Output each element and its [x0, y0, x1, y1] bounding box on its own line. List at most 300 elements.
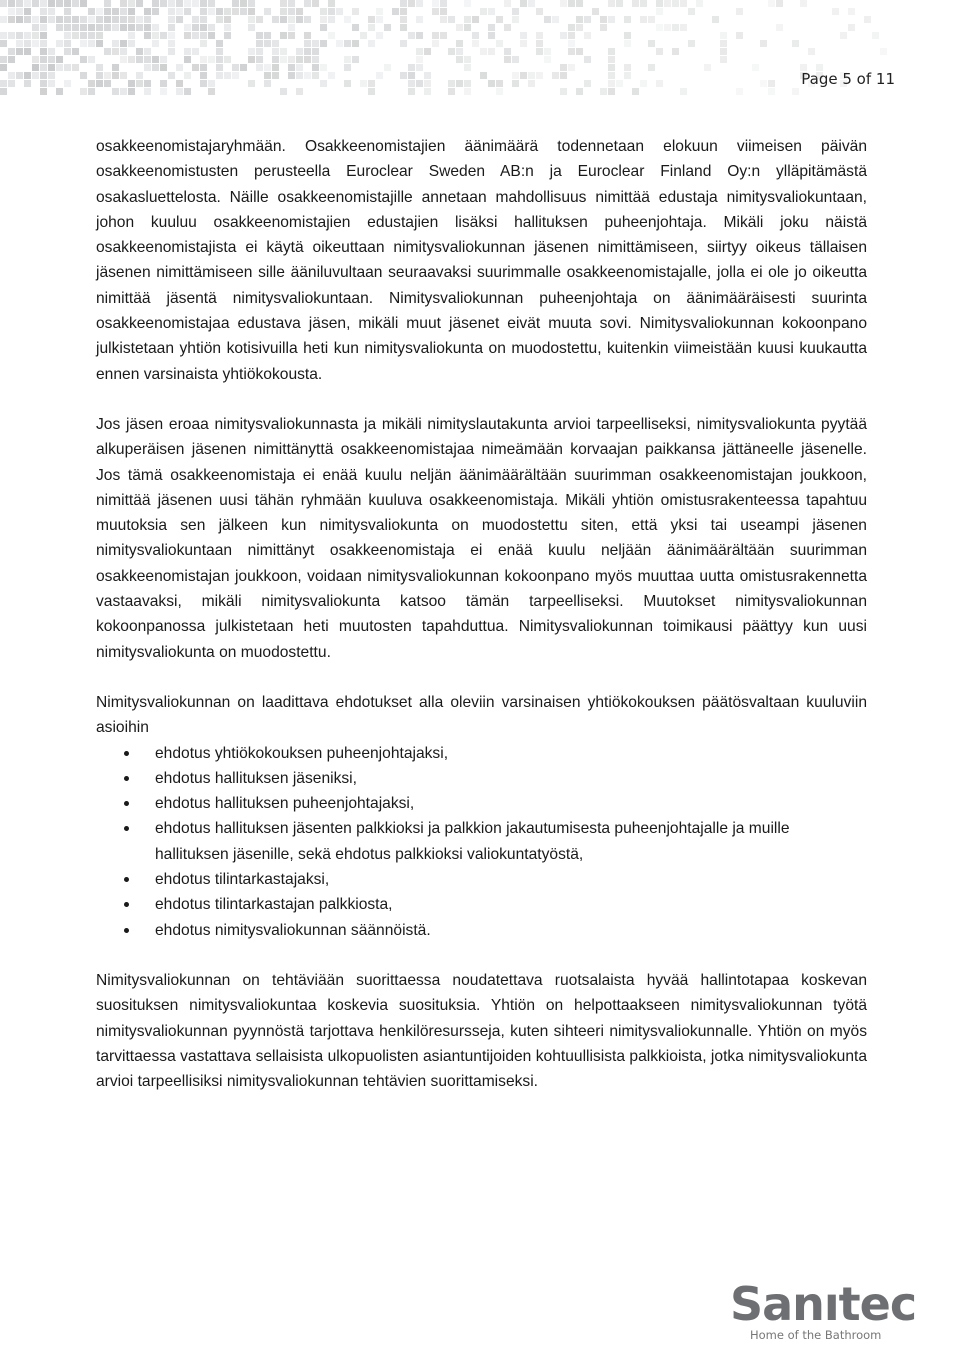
pattern-tile: [144, 80, 151, 87]
pattern-tile: [344, 40, 351, 47]
pattern-tile: [512, 8, 519, 15]
pattern-tile: [576, 16, 583, 23]
pattern-tile: [600, 88, 607, 95]
pattern-tile: [792, 88, 799, 95]
pattern-tile: [328, 0, 335, 7]
pattern-tile: [304, 56, 311, 63]
pattern-tile: [256, 32, 263, 39]
pattern-tile: [640, 0, 647, 7]
pattern-tile: [136, 80, 143, 87]
pattern-tile: [56, 40, 63, 47]
pattern-tile: [264, 72, 271, 79]
pattern-tile: [288, 32, 295, 39]
pattern-tile: [136, 48, 143, 55]
pattern-tile: [184, 48, 191, 55]
pattern-tile: [464, 88, 471, 95]
pattern-tile: [864, 16, 871, 23]
pattern-tile: [64, 64, 71, 71]
pattern-tile: [112, 72, 119, 79]
pattern-tile: [632, 88, 639, 95]
pattern-tile: [8, 48, 15, 55]
pattern-tile: [312, 56, 319, 63]
pattern-tile: [280, 0, 287, 7]
pattern-tile: [408, 80, 415, 87]
pattern-tile: [136, 0, 143, 7]
pattern-tile: [368, 80, 375, 87]
document-body: [96, 134, 867, 1119]
pattern-tile: [8, 80, 15, 87]
pattern-tile: [768, 0, 775, 7]
pattern-tile: [272, 72, 279, 79]
pattern-tile: [368, 88, 375, 95]
pattern-tile: [288, 16, 295, 23]
pattern-tile: [616, 0, 623, 7]
pattern-tile: [248, 56, 255, 63]
pattern-tile: [376, 16, 383, 23]
pattern-tile: [96, 24, 103, 31]
pattern-tile: [40, 0, 47, 7]
pattern-tile: [168, 40, 175, 47]
pattern-tile: [320, 40, 327, 47]
pattern-tile: [200, 72, 207, 79]
pattern-tile: [136, 56, 143, 63]
pattern-tile: [720, 56, 727, 63]
pattern-tile: [0, 32, 7, 39]
pattern-tile: [104, 24, 111, 31]
pattern-tile: [88, 80, 95, 87]
pattern-tile: [56, 24, 63, 31]
pattern-tile: [448, 80, 455, 87]
pattern-tile: [8, 0, 15, 7]
pattern-tile: [488, 8, 495, 15]
pattern-tile: [272, 64, 279, 71]
pattern-tile: [120, 0, 127, 7]
pattern-tile: [624, 40, 631, 47]
pattern-tile: [344, 16, 351, 23]
pattern-tile: [552, 72, 559, 79]
pattern-tile: [128, 8, 135, 15]
pattern-tile: [496, 16, 503, 23]
pattern-tile: [168, 16, 175, 23]
pattern-tile: [704, 64, 711, 71]
pattern-tile: [416, 56, 423, 63]
pattern-tile: [120, 40, 127, 47]
pattern-tile: [200, 40, 207, 47]
pattern-tile: [592, 8, 599, 15]
pattern-tile: [736, 88, 743, 95]
pattern-tile: [56, 0, 63, 7]
pattern-tile: [408, 88, 415, 95]
pattern-tile: [648, 40, 655, 47]
pattern-tile: [96, 64, 103, 71]
pattern-tile: [560, 88, 567, 95]
pattern-tile: [248, 24, 255, 31]
pattern-tile: [144, 24, 151, 31]
pattern-tile: [64, 48, 71, 55]
list-item-text: ehdotus hallituksen puheenjohtajaksi,: [155, 795, 415, 813]
pattern-tile: [168, 72, 175, 79]
pattern-tile: [512, 16, 519, 23]
pattern-tile: [216, 16, 223, 23]
pattern-tile: [128, 40, 135, 47]
pattern-tile: [456, 24, 463, 31]
pattern-tile: [544, 16, 551, 23]
pattern-tile: [200, 32, 207, 39]
pattern-tile: [520, 40, 527, 47]
pattern-tile: [376, 72, 383, 79]
pattern-tile: [40, 24, 47, 31]
bullet-icon: [124, 902, 129, 907]
pattern-tile: [424, 48, 431, 55]
pattern-tile: [216, 8, 223, 15]
pattern-tile: [256, 48, 263, 55]
pattern-tile: [528, 72, 535, 79]
pattern-tile: [872, 32, 879, 39]
pattern-tile: [200, 64, 207, 71]
pattern-tile: [64, 32, 71, 39]
pattern-tile: [160, 80, 167, 87]
pattern-tile: [192, 0, 199, 7]
pattern-tile: [752, 64, 759, 71]
pattern-tile: [152, 8, 159, 15]
pattern-tile: [296, 8, 303, 15]
pattern-tile: [128, 0, 135, 7]
pattern-tile: [672, 24, 679, 31]
pattern-tile: [472, 40, 479, 47]
pattern-tile: [352, 56, 359, 63]
list-item-text: ehdotus nimitysvaliokunnan säännöistä.: [155, 921, 431, 939]
pattern-tile: [720, 48, 727, 55]
pattern-tile: [280, 56, 287, 63]
page-number: Page 5 of 11: [801, 70, 895, 88]
pattern-tile: [160, 0, 167, 7]
pattern-tile: [80, 56, 87, 63]
pattern-tile: [528, 80, 535, 87]
pattern-tile: [160, 56, 167, 63]
pattern-tile: [144, 64, 151, 71]
pattern-tile: [448, 16, 455, 23]
pattern-tile: [16, 32, 23, 39]
pattern-tile: [152, 0, 159, 7]
pattern-tile: [680, 24, 687, 31]
pattern-tile: [48, 16, 55, 23]
pattern-tile: [224, 56, 231, 63]
list-item: [96, 741, 867, 766]
pattern-tile: [280, 16, 287, 23]
paragraph-3: Nimitysvaliokunnan on laadittava ehdotukset alla oleviin varsinaisen yhtiökokouksen päätösvaltaan kuuluviin asioihin: [96, 693, 867, 737]
pattern-tile: [200, 16, 207, 23]
pattern-tile: [296, 48, 303, 55]
pattern-tile: [616, 80, 623, 87]
pattern-tile: [656, 48, 663, 55]
pattern-tile: [80, 16, 87, 23]
pattern-tile: [272, 56, 279, 63]
pattern-tile: [544, 48, 551, 55]
pattern-tile: [568, 24, 575, 31]
pattern-tile: [416, 16, 423, 23]
pattern-tile: [368, 24, 375, 31]
pattern-tile: [624, 16, 631, 23]
pattern-tile: [272, 48, 279, 55]
pattern-tile: [208, 80, 215, 87]
pattern-tile: [536, 72, 543, 79]
pattern-tile: [352, 8, 359, 15]
pattern-tile: [608, 56, 615, 63]
pattern-tile: [440, 0, 447, 7]
pattern-tile: [296, 64, 303, 71]
pattern-tile: [472, 32, 479, 39]
pattern-tile: [64, 80, 71, 87]
pattern-tile: [432, 32, 439, 39]
pattern-tile: [560, 72, 567, 79]
pattern-tile: [400, 72, 407, 79]
pattern-tile: [224, 32, 231, 39]
pattern-tile: [8, 72, 15, 79]
pattern-tile: [672, 0, 679, 7]
pattern-tile: [400, 40, 407, 47]
pattern-tile: [56, 16, 63, 23]
pattern-tile: [640, 80, 647, 87]
pattern-tile: [368, 16, 375, 23]
pattern-tile: [720, 32, 727, 39]
pattern-tile: [80, 72, 87, 79]
pattern-tile: [424, 80, 431, 87]
pattern-tile: [80, 88, 87, 95]
pattern-tile: [160, 64, 167, 71]
pattern-tile: [192, 32, 199, 39]
pattern-tile: [16, 16, 23, 23]
pattern-tile: [344, 56, 351, 63]
pattern-tile: [0, 64, 7, 71]
pattern-tile: [176, 8, 183, 15]
pattern-tile: [160, 88, 167, 95]
pattern-tile: [584, 32, 591, 39]
pattern-tile: [96, 40, 103, 47]
pattern-tile: [168, 24, 175, 31]
list-item: [96, 816, 867, 867]
pattern-tile: [384, 64, 391, 71]
pattern-tile: [168, 32, 175, 39]
pattern-tile: [504, 48, 511, 55]
pattern-tile: [88, 24, 95, 31]
pattern-tile: [176, 64, 183, 71]
pattern-tile: [216, 56, 223, 63]
pattern-tile: [488, 80, 495, 87]
pattern-tile: [120, 8, 127, 15]
pattern-tile: [80, 0, 87, 7]
pattern-tile: [576, 88, 583, 95]
pattern-tile: [848, 24, 855, 31]
pattern-tile: [392, 8, 399, 15]
pattern-tile: [40, 16, 47, 23]
pattern-tile: [496, 88, 503, 95]
pattern-tile: [104, 8, 111, 15]
pattern-tile: [224, 24, 231, 31]
pattern-tile: [328, 72, 335, 79]
pattern-tile: [216, 72, 223, 79]
pattern-tile: [96, 8, 103, 15]
pattern-tile: [520, 72, 527, 79]
pattern-tile: [200, 80, 207, 87]
pattern-tile: [0, 16, 7, 23]
pattern-tile: [144, 32, 151, 39]
pattern-tile: [48, 48, 55, 55]
pattern-tile: [248, 80, 255, 87]
pattern-tile: [304, 40, 311, 47]
pattern-tile: [184, 32, 191, 39]
pattern-tile: [152, 24, 159, 31]
pattern-tile: [512, 80, 519, 87]
pattern-tile: [328, 8, 335, 15]
pattern-tile: [648, 64, 655, 71]
pattern-tile: [32, 24, 39, 31]
pattern-tile: [296, 88, 303, 95]
pattern-tile: [608, 64, 615, 71]
pattern-tile: [24, 80, 31, 87]
pattern-tile: [48, 0, 55, 7]
pattern-tile: [352, 40, 359, 47]
pattern-tile: [168, 48, 175, 55]
pattern-tile: [280, 8, 287, 15]
pattern-tile: [208, 88, 215, 95]
pattern-tile: [152, 56, 159, 63]
pattern-tile: [664, 24, 671, 31]
pattern-tile: [96, 80, 103, 87]
pattern-tile: [656, 80, 663, 87]
pattern-tile: [24, 48, 31, 55]
pattern-tile: [120, 48, 127, 55]
pattern-tile: [408, 0, 415, 7]
pattern-tile: [448, 88, 455, 95]
pattern-tile: [568, 40, 575, 47]
pattern-tile: [32, 56, 39, 63]
pattern-tile: [400, 16, 407, 23]
pattern-tile: [96, 16, 103, 23]
pattern-tile: [40, 56, 47, 63]
pattern-tile: [72, 16, 79, 23]
pattern-tile: [136, 16, 143, 23]
pattern-tile: [80, 32, 87, 39]
pattern-tile: [192, 48, 199, 55]
pattern-tile: [64, 16, 71, 23]
pattern-tile: [40, 88, 47, 95]
proposal-list: [96, 741, 867, 943]
pattern-tile: [304, 72, 311, 79]
pattern-tile: [232, 8, 239, 15]
pattern-tile: [408, 72, 415, 79]
list-item-text: ehdotus hallituksen jäsenten palkkioksi ja palkkion jakautumisesta puheenjohtajalle ja muille hallituksen jäsenille, sekä ehdotus palkkioksi valiokuntatyöstä,: [155, 820, 790, 863]
pattern-tile: [184, 8, 191, 15]
pattern-tile: [248, 48, 255, 55]
pattern-tile: [688, 8, 695, 15]
pattern-tile: [288, 64, 295, 71]
pattern-tile: [104, 16, 111, 23]
pattern-tile: [464, 16, 471, 23]
pattern-tile: [288, 0, 295, 7]
pattern-tile: [792, 40, 799, 47]
pattern-tile: [736, 8, 743, 15]
pattern-tile: [352, 24, 359, 31]
pattern-tile: [24, 40, 31, 47]
pattern-tile: [512, 56, 519, 63]
pattern-tile: [808, 48, 815, 55]
pattern-tile: [232, 64, 239, 71]
pattern-tile: [480, 8, 487, 15]
pattern-tile: [48, 64, 55, 71]
pattern-tile: [440, 8, 447, 15]
pattern-tile: [88, 32, 95, 39]
pattern-tile: [304, 32, 311, 39]
pattern-tile: [456, 80, 463, 87]
pattern-tile: [328, 16, 335, 23]
pattern-tile: [8, 16, 15, 23]
pattern-tile: [520, 0, 527, 7]
pattern-tile: [0, 0, 7, 7]
pattern-tile: [504, 56, 511, 63]
pattern-tile: [320, 64, 327, 71]
pattern-tile: [760, 40, 767, 47]
pattern-tile: [104, 80, 111, 87]
pattern-tile: [88, 40, 95, 47]
pattern-tile: [288, 8, 295, 15]
pattern-tile: [408, 32, 415, 39]
pattern-tile: [608, 48, 615, 55]
pattern-tile: [64, 0, 71, 7]
pattern-tile: [0, 80, 7, 87]
list-item: [96, 766, 867, 791]
pattern-tile: [800, 0, 807, 7]
pattern-tile: [648, 16, 655, 23]
pattern-tile: [304, 16, 311, 23]
pattern-tile: [760, 80, 767, 87]
pattern-tile: [104, 0, 111, 7]
pattern-tile: [848, 8, 855, 15]
pattern-tile: [32, 72, 39, 79]
pattern-tile: [640, 16, 647, 23]
pattern-tile: [408, 64, 415, 71]
pattern-tile: [536, 32, 543, 39]
pattern-tile: [88, 8, 95, 15]
bullet-icon: [124, 776, 129, 781]
paragraph-2: Jos jäsen eroaa nimitysvaliokunnasta ja mikäli nimityslautakunta arvioi tarpeelliseksi, nimitysvaliokunta pyytää alkuperäisen jäsenen nimittänyttä osakkeenomistajaa nimeämään korvaajan paikkansa jättäneelle jäsenelle. Jos tämä osakkeenomistaja ei enää kuulu neljän äänimäärältään suurimman osakkeenomistajan joukkoon, nimittää jäsenen uusi tähän ryhmään kuuluva osakkeenomistaja. Mikäli yhtiön omistusrakenteessa tapahtuu muutoksia sen jälkeen kun nimitysvaliokunta on muodostettu siten, että yksi tai useampi jäsenen nimitysvaliokuntaan nimittänyt osakkeenomistaja ei enää kuulu neljään äänimäärältään suurimman osakkeenomistajan joukkoon, voidaan nimitysvaliokunnan kokoonpano myös muuttaa uutta omistusrakennetta vastaavaksi, mikäli nimitysvaliokunta katsoo tämän tarpeelliseksi. Muutokset nimitysvaliokunnan kokoonpanossa julkistetaan heti muutosten tapahduttua. Nimitysvaliokunnan toimikausi päättyy kun uusi nimitysvaliokunta on muodostettu.: [96, 415, 867, 661]
pattern-tile: [136, 24, 143, 31]
pattern-tile: [624, 64, 631, 71]
pattern-tile: [152, 40, 159, 47]
pattern-tile: [88, 16, 95, 23]
pattern-tile: [488, 32, 495, 39]
pattern-tile: [384, 24, 391, 31]
pattern-tile: [264, 80, 271, 87]
pattern-tile: [296, 56, 303, 63]
pattern-tile: [24, 0, 31, 7]
pattern-tile: [232, 72, 239, 79]
pattern-tile: [632, 0, 639, 7]
pattern-tile: [248, 8, 255, 15]
pattern-tile: [608, 80, 615, 87]
pattern-tile: [320, 24, 327, 31]
pattern-tile: [96, 32, 103, 39]
pattern-tile: [16, 48, 23, 55]
pattern-tile: [312, 48, 319, 55]
pattern-tile: [256, 64, 263, 71]
pattern-tile: [416, 48, 423, 55]
pattern-tile: [880, 48, 887, 55]
pattern-tile: [72, 48, 79, 55]
pattern-tile: [40, 40, 47, 47]
pattern-tile: [416, 32, 423, 39]
pattern-tile: [312, 64, 319, 71]
pattern-tile: [128, 32, 135, 39]
